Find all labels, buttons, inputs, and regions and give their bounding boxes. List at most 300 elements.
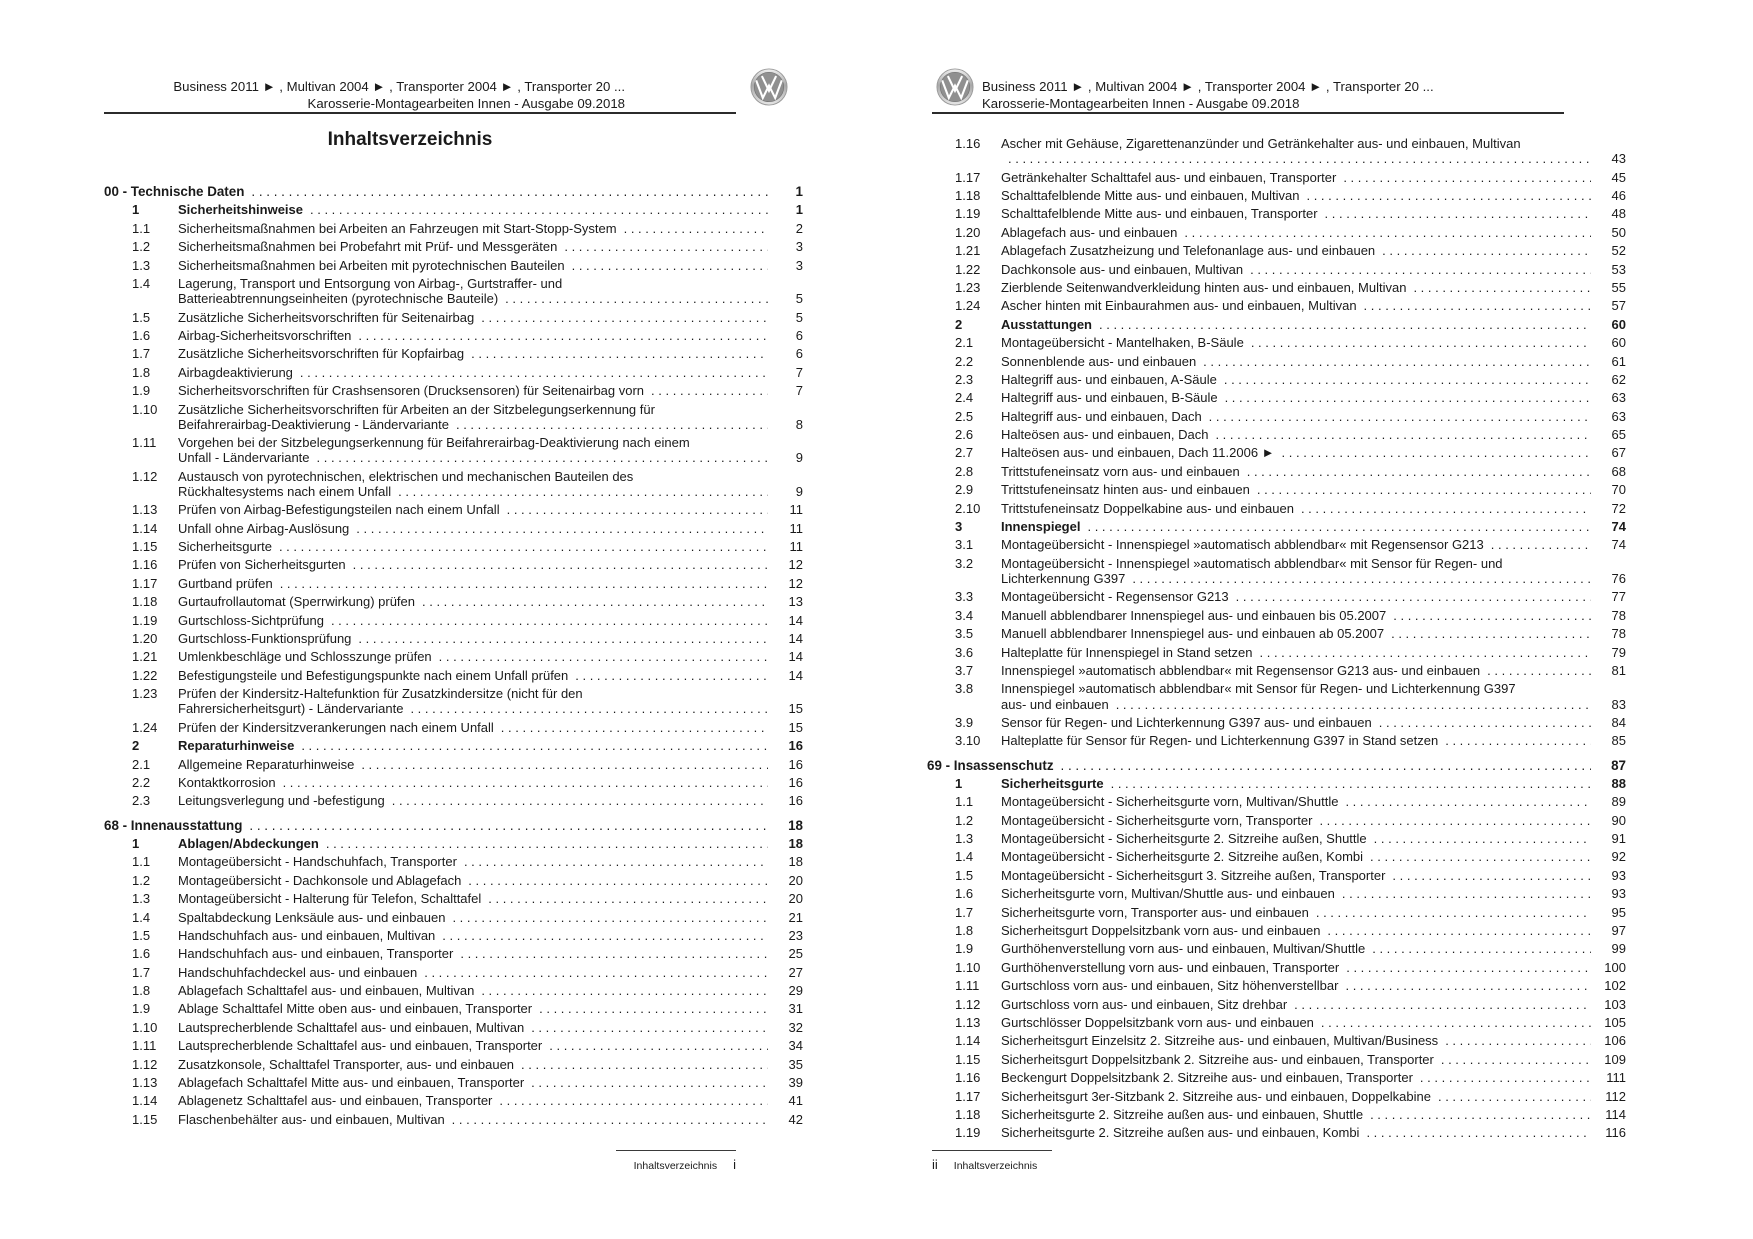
entry-last-line (1001, 1070, 1626, 1085)
entry-body (1001, 776, 1626, 791)
entry-last-line (178, 649, 803, 664)
toc-entry-row (927, 1125, 1626, 1140)
toc-entry-row (927, 445, 1626, 460)
entry-text: Innenspiegel »automatisch abblendbar« mit Regensensor G213 aus- und einbauen (1001, 662, 1481, 678)
entry-text: Gurtband prüfen (178, 575, 273, 591)
dot-leader (353, 557, 768, 572)
entry-body (1001, 206, 1626, 221)
entry-page-number: 53 (1611, 261, 1626, 277)
dot-leader (1325, 206, 1591, 221)
entry-body (1001, 849, 1626, 864)
entry-number: 1.16 (955, 1070, 981, 1086)
toc-entry-row (927, 626, 1626, 641)
dot-leader (1370, 1107, 1591, 1122)
entry-number: 1.11 (132, 435, 157, 451)
entry-page-number: 102 (1604, 978, 1626, 994)
entry-last-line (1001, 905, 1626, 920)
entry-text: Montageübersicht - Halterung für Telefon, Schalttafel (178, 891, 482, 907)
entry-text-line: Montageübersicht - Innenspiegel »automatisch abblendbar« mit Sensor für Regen- und (1001, 555, 1503, 571)
dot-leader (1099, 317, 1591, 332)
dot-leader (1393, 608, 1591, 623)
entry-number: 1.16 (132, 557, 158, 573)
toc-entry-row (104, 557, 803, 572)
toc-entry-row (927, 886, 1626, 901)
dot-leader (439, 649, 768, 664)
entry-text-line: Lagerung, Transport und Entsorgung von Airbag-, Gurtstraffer- und (178, 275, 563, 291)
entry-page-number: 109 (1604, 1051, 1626, 1067)
entry-last-line (178, 346, 803, 361)
toc-entry-row (927, 1089, 1626, 1104)
entry-last-line (1001, 626, 1626, 641)
footer-rule (932, 1150, 1052, 1151)
entry-body (178, 1093, 803, 1108)
entry-number: 1.9 (132, 383, 151, 399)
header-rule (104, 112, 736, 114)
entry-page-number: 81 (1611, 662, 1626, 678)
entry-body (1001, 941, 1626, 956)
dot-leader (1370, 849, 1591, 864)
entry-page-number: 34 (788, 1038, 803, 1054)
entry-text: Ablagen/Abdeckungen (178, 835, 319, 851)
entry-page-number: 55 (1611, 279, 1626, 295)
entry-number: 1.8 (955, 923, 974, 939)
entry-text: Beifahrerairbag-Deaktivierung - Ländervariante (178, 416, 449, 432)
dot-leader (456, 417, 768, 432)
toc-entry-row (927, 262, 1626, 277)
entry-page-number: 16 (788, 738, 803, 754)
entry-text: Sicherheitsgurt 3er-Sitzbank 2. Sitzreihe aus- und einbauen, Doppelkabine (1001, 1088, 1431, 1104)
toc-entry-row (104, 757, 803, 772)
dot-leader (564, 239, 768, 254)
entry-last-line (1001, 813, 1626, 828)
entry-body (178, 276, 803, 306)
dot-leader (1327, 923, 1591, 938)
entry-number: 1.9 (955, 941, 974, 957)
dot-leader (1116, 697, 1591, 712)
toc-entry-row (104, 946, 803, 961)
entry-page-number: 100 (1604, 959, 1626, 975)
entry-page-number: 116 (1605, 1125, 1626, 1141)
toc-entry-row (927, 663, 1626, 678)
entry-number: 1.15 (132, 539, 158, 555)
entry-text: Halteplatte für Innenspiegel in Stand setzen (1001, 644, 1253, 660)
entry-text: Sicherheitshinweise (178, 202, 303, 218)
entry-body (178, 775, 803, 790)
entry-body (1001, 813, 1626, 828)
entry-text: Beckengurt Doppelsitzbank 2. Sitzreihe aus- und einbauen, Transporter (1001, 1070, 1413, 1086)
dot-leader (1184, 225, 1591, 240)
entry-page-number: 31 (788, 1001, 803, 1017)
entry-body (1001, 170, 1626, 185)
entry-body (178, 983, 803, 998)
entry-last-line (1001, 464, 1626, 479)
entry-text: Reparaturhinweise (178, 738, 295, 754)
entry-body (1001, 997, 1626, 1012)
entry-text: Sicherheitsgurte 2. Sitzreihe außen aus- und einbauen, Shuttle (1001, 1106, 1364, 1122)
toc-entry-row (104, 521, 803, 536)
entry-page-number: 89 (1611, 794, 1626, 810)
entry-text: Handschuhfach aus- und einbauen, Multivan (178, 927, 436, 943)
entry-text: Ablage Schalttafel Mitte oben aus- und einbauen, Transporter (178, 1001, 533, 1017)
toc-entry-row (104, 310, 803, 325)
entry-last-line (178, 417, 803, 432)
dot-leader (1316, 905, 1591, 920)
entry-body (1001, 589, 1626, 604)
entry-text: Flaschenbehälter aus- und einbauen, Multivan (178, 1111, 445, 1127)
entry-page-number: 39 (788, 1075, 803, 1091)
entry-page-number: 20 (788, 891, 803, 907)
entry-text: Unfall ohne Airbag-Auslösung (178, 520, 350, 536)
entry-text: Batterieabtrennungseinheiten (pyrotechnische Bauteile) (178, 291, 499, 307)
dot-leader (1420, 1070, 1591, 1085)
entry-number: 1.2 (132, 239, 151, 255)
dot-leader (651, 383, 768, 398)
entry-number: 1.4 (955, 849, 974, 865)
entry-text-line: Zusätzliche Sicherheitsvorschriften für Arbeiten an der Sitzbelegungserkennung für (178, 401, 655, 417)
entry-page-number: 23 (788, 927, 803, 943)
dot-leader (1374, 831, 1591, 846)
entry-text: Zierblende Seitenwandverkleidung hinten aus- und einbauen, Multivan (1001, 279, 1407, 295)
entry-body (178, 502, 803, 517)
entry-last-line (178, 946, 803, 961)
entry-page-number: 52 (1611, 243, 1626, 259)
entry-body (1001, 317, 1626, 332)
toc-entry-row (927, 317, 1626, 332)
toc-entry-row (927, 298, 1626, 313)
entry-number: 2.8 (955, 463, 974, 479)
vw-logo-icon (750, 68, 788, 106)
toc-entry-row (104, 502, 803, 517)
entry-body (1001, 537, 1626, 552)
entry-last-line (178, 502, 803, 517)
entry-number: 3.3 (955, 589, 974, 605)
dot-leader (1491, 537, 1591, 552)
entry-text: Sicherheitsmaßnahmen bei Arbeiten mit pyrotechnischen Bauteilen (178, 257, 565, 273)
entry-text: Ablagefach Schalttafel Mitte aus- und einbauen, Transporter (178, 1075, 525, 1091)
toc-entry-row (104, 346, 803, 361)
entry-number: 1.21 (132, 649, 158, 665)
entry-number: 1.9 (132, 1001, 151, 1017)
dot-leader (531, 1020, 768, 1035)
dot-leader (424, 965, 768, 980)
entry-page-number: 83 (1611, 696, 1626, 712)
toc-chapter-row (927, 758, 1626, 773)
dot-leader (1392, 868, 1591, 883)
entry-page-number: 6 (795, 346, 803, 362)
entry-page-number: 25 (788, 946, 803, 962)
toc-entry-row (104, 402, 803, 432)
dot-leader (283, 775, 768, 790)
dot-leader (501, 720, 768, 735)
entry-body (178, 668, 803, 683)
toc-entry-row (104, 383, 803, 398)
toc-entry-row (927, 960, 1626, 975)
entry-page-number: 42 (788, 1111, 803, 1127)
toc-entry-row (927, 188, 1626, 203)
dot-leader (1372, 941, 1591, 956)
entry-text: Sicherheitsgurte vorn, Transporter aus- und einbauen (1001, 904, 1309, 920)
entry-number: 3.2 (955, 555, 974, 571)
toc-entry-row (927, 849, 1626, 864)
toc-entry-row (104, 965, 803, 980)
entry-page-number: 7 (795, 383, 803, 399)
entry-page-number: 13 (788, 594, 803, 610)
entry-last-line (178, 928, 803, 943)
entry-number: 1.7 (955, 904, 974, 920)
entry-text-line: Prüfen der Kindersitz-Haltefunktion für Zusatzkindersitze (nicht für den (178, 686, 583, 702)
entry-last-line (178, 258, 803, 273)
dot-leader (488, 891, 768, 906)
entry-number: 1.18 (955, 1106, 981, 1122)
entry-number: 1 (132, 835, 140, 851)
entry-number: 1.24 (132, 719, 158, 735)
entry-number: 1.10 (132, 401, 158, 417)
entry-number: 1.8 (132, 364, 151, 380)
entry-number: 3.4 (955, 607, 974, 623)
dot-leader (468, 873, 768, 888)
entry-number: 2 (955, 316, 963, 332)
toc-entry-row (927, 556, 1626, 586)
toc-entry-row (104, 1093, 803, 1108)
entry-text: Schalttafelblende Mitte aus- und einbauen, Transporter (1001, 206, 1318, 222)
entry-number: 1.12 (132, 468, 158, 484)
entry-number: 3.8 (955, 681, 974, 697)
dot-leader (1008, 151, 1591, 166)
entry-number: 1.3 (955, 831, 974, 847)
toc-entry-row (927, 225, 1626, 240)
entry-number: 3.9 (955, 714, 974, 730)
entry-number: 2.6 (955, 427, 974, 443)
dot-leader (331, 613, 768, 628)
toc-entry-row (104, 576, 803, 591)
entry-page-number: 63 (1611, 390, 1626, 406)
dot-leader (1061, 758, 1591, 773)
entry-body (178, 928, 803, 943)
toc-entry-row (104, 738, 803, 753)
entry-number: 1.7 (132, 346, 151, 362)
chapter-page-number: 1 (795, 184, 803, 199)
entry-body (178, 891, 803, 906)
entry-number: 1.1 (132, 220, 151, 236)
dot-leader (398, 484, 768, 499)
dot-leader (481, 983, 768, 998)
dot-leader (326, 836, 768, 851)
entry-last-line (1001, 868, 1626, 883)
entry-last-line (1001, 1125, 1626, 1140)
entry-last-line (1001, 923, 1626, 938)
entry-page-number: 16 (788, 774, 803, 790)
entry-body (178, 576, 803, 591)
entry-number: 1.20 (132, 631, 158, 647)
dot-leader (1345, 978, 1591, 993)
entry-page-number: 14 (788, 612, 803, 628)
entry-text: Haltegriff aus- und einbauen, B-Säule (1001, 390, 1218, 406)
entry-page-number: 7 (795, 364, 803, 380)
entry-page-number: 5 (795, 291, 803, 307)
entry-text: Prüfen von Sicherheitsgurten (178, 557, 346, 573)
toc-entry-row (104, 469, 803, 499)
entry-last-line (178, 891, 803, 906)
entry-text: Sicherheitsgurte vorn, Multivan/Shuttle aus- und einbauen (1001, 886, 1335, 902)
toc-entry-row (927, 589, 1626, 604)
entry-number: 1.17 (955, 1088, 981, 1104)
entry-page-number: 63 (1611, 408, 1626, 424)
toc-entry-row (927, 997, 1626, 1012)
entry-page-number: 61 (1611, 353, 1626, 369)
entry-number: 1.19 (955, 206, 981, 222)
entry-body (178, 1112, 803, 1127)
toc-entry-row (104, 854, 803, 869)
entry-text: Prüfen von Airbag-Befestigungsteilen nach einem Unfall (178, 502, 500, 518)
entry-text: Halteösen aus- und einbauen, Dach 11.2006 ► (1001, 445, 1275, 461)
toc-entry-row (104, 720, 803, 735)
entry-body (1001, 335, 1626, 350)
entry-last-line (178, 202, 803, 217)
entry-body (178, 686, 803, 716)
entry-number: 1.3 (132, 257, 151, 273)
toc-entry-row (927, 280, 1626, 295)
entry-number: 1.4 (132, 909, 151, 925)
entry-last-line (178, 310, 803, 325)
entry-text: Airbagdeaktivierung (178, 364, 293, 380)
entry-last-line (178, 854, 803, 869)
entry-last-line (1001, 978, 1626, 993)
entry-page-number: 27 (788, 964, 803, 980)
entry-text: Handschuhfachdeckel aus- und einbauen (178, 964, 418, 980)
entry-body (1001, 243, 1626, 258)
entry-body (1001, 831, 1626, 846)
entry-last-line (1001, 427, 1626, 442)
entry-text: Getränkehalter Schalttafel aus- und einbauen, Transporter (1001, 169, 1337, 185)
entry-last-line (1001, 1015, 1626, 1030)
entry-last-line (178, 521, 803, 536)
entry-number: 1.5 (132, 309, 151, 325)
dot-leader (460, 946, 768, 961)
dot-leader (1321, 1015, 1591, 1030)
dot-leader (1251, 335, 1591, 350)
dot-leader (507, 502, 768, 517)
entry-body (1001, 1070, 1626, 1085)
entry-body (178, 1020, 803, 1035)
entry-body (178, 310, 803, 325)
toc-entry-row (104, 613, 803, 628)
entry-last-line (1001, 1107, 1626, 1122)
entry-body (1001, 1015, 1626, 1030)
entry-text: Montageübersicht - Sicherheitsgurte vorn, Multivan/Shuttle (1001, 794, 1339, 810)
entry-page-number: 93 (1611, 867, 1626, 883)
entry-page-number: 11 (789, 520, 803, 536)
toc-entry-row (104, 1057, 803, 1072)
entry-last-line (1001, 849, 1626, 864)
toc-entry-row (104, 910, 803, 925)
entry-body (178, 946, 803, 961)
entry-last-line (1001, 960, 1626, 975)
dot-leader (452, 1112, 768, 1127)
entry-last-line (178, 1112, 803, 1127)
entry-last-line (178, 1020, 803, 1035)
toc-entry-row (927, 1107, 1626, 1122)
dot-leader (539, 1001, 768, 1016)
entry-body (1001, 645, 1626, 660)
entry-body (1001, 482, 1626, 497)
entry-page-number: 114 (1605, 1106, 1626, 1122)
dot-leader (356, 521, 768, 536)
entry-text-line: Austausch von pyrotechnischen, elektrischen und mechanischen Bauteilen des (178, 468, 634, 484)
entry-text-line: Innenspiegel »automatisch abblendbar« mit Sensor für Regen- und Lichterkennung G397 (1001, 681, 1516, 697)
entry-body (1001, 445, 1626, 460)
toc-entry-row (104, 928, 803, 943)
entry-last-line (178, 221, 803, 236)
entry-body (178, 1038, 803, 1053)
entry-text: Trittstufeneinsatz Doppelkabine aus- und einbauen (1001, 500, 1294, 516)
toc-entry-row (104, 649, 803, 664)
entry-number: 1.7 (132, 964, 151, 980)
toc-entry-row (104, 276, 803, 306)
entry-last-line (178, 557, 803, 572)
toc-entry-row (927, 794, 1626, 809)
dot-leader (1487, 663, 1591, 678)
right-page-header (982, 79, 1542, 112)
entry-text: Umlenkbeschläge und Schlosszunge prüfen (178, 649, 432, 665)
dot-leader (1247, 464, 1591, 479)
dot-leader (1282, 445, 1591, 460)
dot-leader (1345, 794, 1591, 809)
toc-entry-row (104, 435, 803, 465)
entry-number: 1.10 (955, 959, 981, 975)
entry-body (1001, 1033, 1626, 1048)
entry-body (178, 873, 803, 888)
entry-number: 1.22 (955, 261, 981, 277)
dot-leader (300, 365, 768, 380)
entry-page-number: 92 (1611, 849, 1626, 865)
toc-entry-row (104, 1020, 803, 1035)
entry-page-number: 16 (788, 793, 803, 809)
toc-entry-row (927, 136, 1626, 166)
entry-number: 1.1 (132, 854, 151, 870)
entry-page-number: 85 (1611, 733, 1626, 749)
entry-page-number: 16 (788, 756, 803, 772)
entry-text: Manuell abblendbarer Innenspiegel aus- und einbauen ab 05.2007 (1001, 626, 1385, 642)
entry-page-number: 67 (1611, 445, 1626, 461)
entry-number: 2.7 (955, 445, 974, 461)
entry-page-number: 9 (795, 450, 803, 466)
entry-text: Leitungsverlegung und -befestigung (178, 793, 385, 809)
toc-entry-row (104, 1112, 803, 1127)
entry-number: 3.1 (955, 537, 974, 553)
dot-leader (358, 328, 768, 343)
entry-text: Gurtschloss-Sichtprüfung (178, 612, 324, 628)
entry-number: 1 (132, 202, 140, 218)
entry-number: 1.15 (132, 1111, 158, 1127)
dot-leader (410, 701, 768, 716)
toc-chapter-row (104, 818, 803, 833)
entry-number: 2.3 (955, 371, 974, 387)
dot-leader (1346, 960, 1591, 975)
entry-number: 1.8 (132, 983, 151, 999)
entry-text: Gurthöhenverstellung vorn aus- und einbauen, Multivan/Shuttle (1001, 941, 1366, 957)
entry-text: Lichterkennung G397 (1001, 571, 1126, 586)
entry-number: 2.9 (955, 482, 974, 498)
entry-number: 1.12 (132, 1056, 158, 1072)
footer-page-number: i (733, 1157, 736, 1172)
dot-leader (1132, 571, 1591, 586)
toc-entry-row (927, 206, 1626, 221)
entry-text: Ascher hinten mit Einbaurahmen aus- und einbauen, Multivan (1001, 298, 1357, 314)
entry-last-line (1001, 886, 1626, 901)
dot-leader (549, 1038, 768, 1053)
entry-last-line (1001, 663, 1626, 678)
entry-number: 1.14 (132, 1093, 158, 1109)
